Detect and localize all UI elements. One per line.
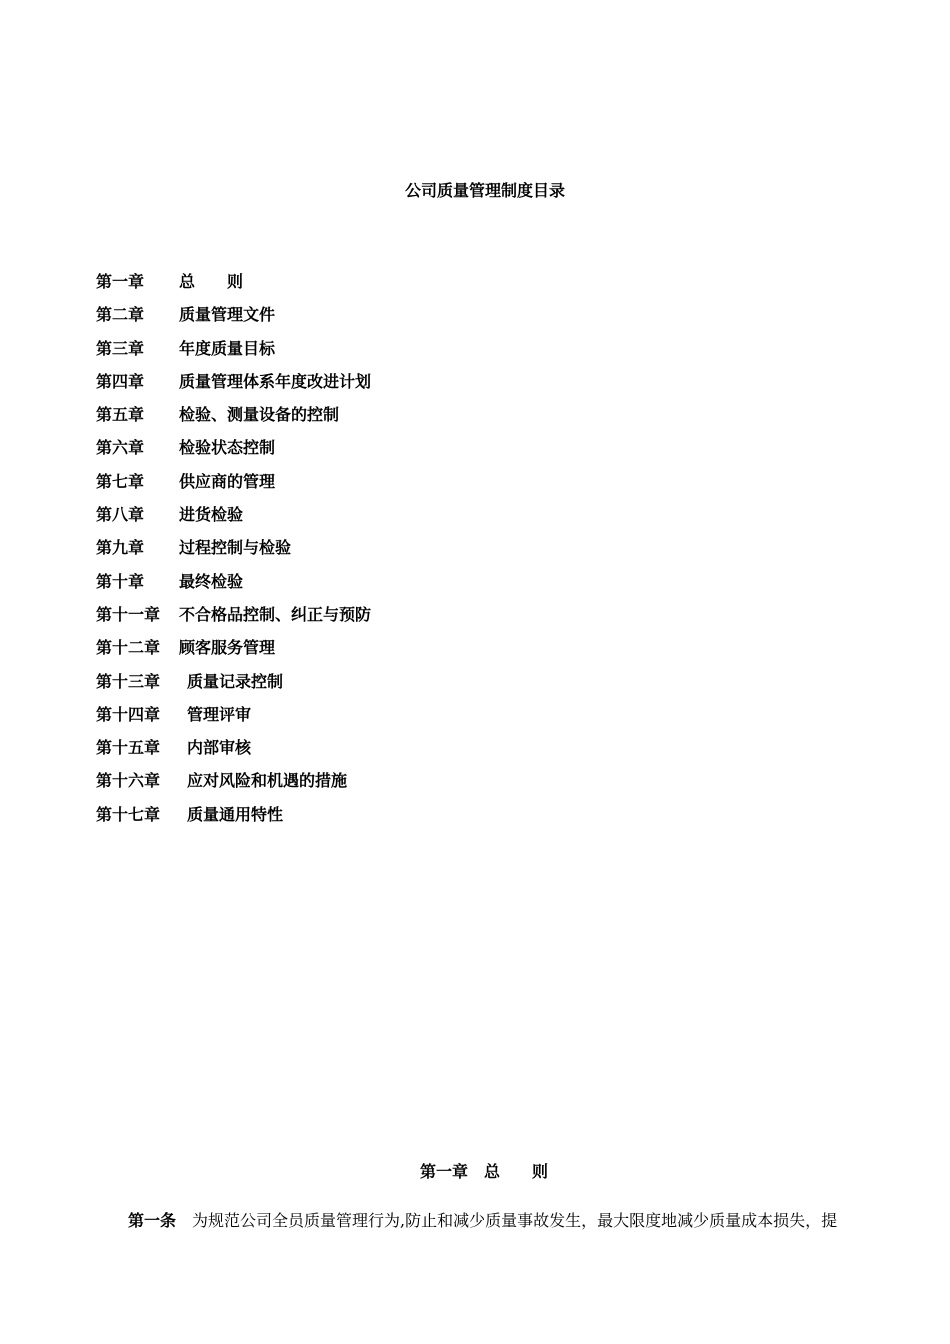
toc-item: [96, 571, 371, 604]
toc-item-number: 第一章: [96, 272, 145, 291]
toc-item: [96, 471, 371, 504]
toc-item: [96, 271, 371, 304]
toc-item-title: 内部审核: [187, 738, 252, 758]
toc-item-number: 第八章: [96, 505, 145, 525]
toc-item: [96, 338, 371, 371]
toc-item: [96, 437, 371, 470]
chapter-heading: [0, 1161, 950, 1183]
toc-title: 公司质量管理制度目录: [404, 181, 565, 200]
toc-item-title: 过程控制与检验: [179, 538, 292, 558]
chapter-name: 总 则: [484, 1162, 549, 1181]
toc-item-title: 检验、测量设备的控制: [179, 405, 340, 425]
article-number: 第一条: [128, 1211, 177, 1230]
toc-list: [96, 271, 371, 837]
toc-item-number: 第十五章: [96, 738, 161, 758]
toc-item-number: 第十七章: [96, 804, 161, 824]
toc-item-title: 总 则: [179, 272, 244, 291]
toc-item: [96, 371, 371, 404]
article-paragraph: [128, 1210, 888, 1232]
toc-item-number: 第六章: [96, 438, 145, 458]
toc-item: [96, 671, 371, 704]
toc-item: [96, 737, 371, 770]
toc-item-title: 质量管理体系年度改进计划: [179, 371, 372, 391]
toc-item-title: 供应商的管理: [179, 471, 276, 491]
toc-item-number: 第五章: [96, 405, 145, 425]
toc-item-number: 第十章: [96, 571, 145, 591]
toc-item-title: 检验状态控制: [179, 438, 276, 458]
toc-item-number: 第七章: [96, 471, 145, 491]
toc-item-number: 第十三章: [96, 671, 161, 691]
toc-item-title: 质量记录控制: [187, 671, 284, 691]
toc-item-number: 第十一章: [96, 604, 161, 624]
toc-item-title: 进货检验: [179, 505, 244, 525]
toc-item-title: 应对风险和机遇的措施: [187, 771, 348, 791]
toc-item-title: 质量管理文件: [179, 305, 276, 325]
toc-item-number: 第九章: [96, 538, 145, 558]
toc-item-number: 第十六章: [96, 771, 161, 791]
toc-item-number: 第十二章: [96, 638, 161, 658]
toc-item-title: 质量通用特性: [187, 804, 284, 824]
toc-item-number: 第十四章: [96, 704, 161, 724]
toc-item-title: 管理评审: [187, 704, 252, 724]
toc-item-number: 第四章: [96, 371, 145, 391]
chapter-number: 第一章: [419, 1162, 468, 1181]
toc-item-title: 顾客服务管理: [179, 638, 276, 658]
toc-item: [96, 637, 371, 670]
toc-item-number: 第三章: [96, 338, 145, 358]
toc-item: [96, 604, 371, 637]
article-text: 为规范公司全员质量管理行为,防止和减少质量事故发生，最大限度地减少质量成本损失，提: [192, 1211, 838, 1230]
toc-item: [96, 770, 371, 803]
toc-item-title: 最终检验: [179, 571, 244, 591]
toc-item: [96, 304, 371, 337]
toc-item: [96, 704, 371, 737]
toc-item-title: 年度质量目标: [179, 338, 276, 358]
toc-item-title: 不合格品控制、纠正与预防: [179, 604, 372, 624]
toc-item: [96, 504, 371, 537]
toc-item: [96, 404, 371, 437]
toc-item-number: 第二章: [96, 305, 145, 325]
toc-item: [96, 804, 371, 837]
toc-item: [96, 537, 371, 570]
